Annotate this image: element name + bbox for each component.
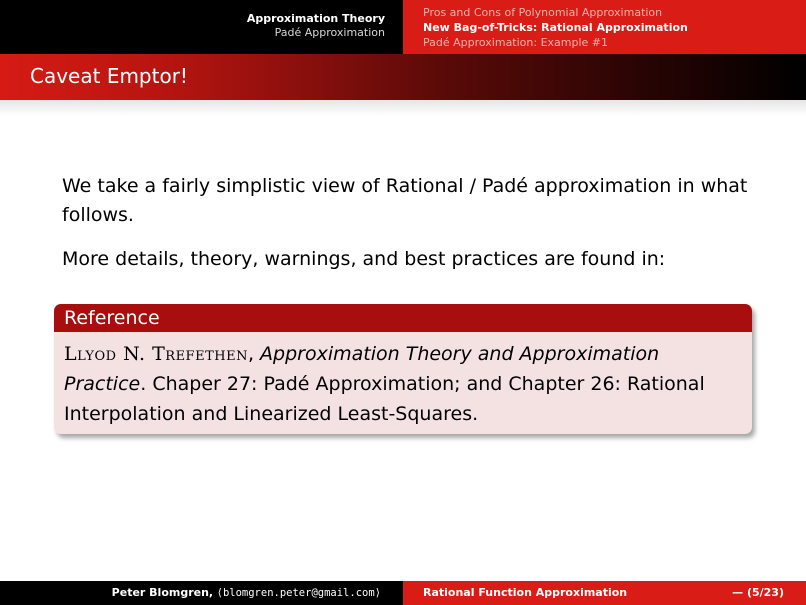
reference-body bbox=[54, 332, 752, 429]
title-shadow bbox=[0, 100, 806, 116]
top-navigation-bar bbox=[0, 0, 806, 54]
reference-block bbox=[54, 304, 752, 434]
intro-paragraph: We take a fairly simplistic view of Rational / Padé approximation in what follows. bbox=[62, 175, 748, 226]
subsection-title[interactable]: Padé Approximation bbox=[274, 26, 385, 39]
reference-separator: , bbox=[247, 343, 261, 365]
footer-title-panel bbox=[403, 581, 806, 605]
frame-title-bar bbox=[0, 54, 806, 100]
section-panel bbox=[0, 0, 403, 54]
reference-details: . Chaper 27: Padé Approximation; and Chapter 26: Rational Interpolation and Linearized Least-Squares. bbox=[64, 373, 705, 425]
footer-page-number: — (5/23) bbox=[732, 586, 784, 599]
reference-heading: Reference bbox=[54, 304, 752, 332]
nav-item-pros-cons[interactable]: Pros and Cons of Polynomial Approximation bbox=[423, 6, 663, 19]
details-paragraph: More details, theory, warnings, and best practices are found in: bbox=[62, 248, 666, 270]
footer-title[interactable]: Rational Function Approximation bbox=[423, 586, 628, 599]
reference-book-title: Approximation Theory and Approximation Practice bbox=[64, 343, 660, 395]
nav-item-pade-example[interactable]: Padé Approximation: Example #1 bbox=[423, 36, 609, 49]
footer-email: ⟨blomgren.peter@gmail.com⟩ bbox=[216, 587, 381, 599]
subsection-nav bbox=[403, 0, 806, 54]
frame-title: Caveat Emptor! bbox=[30, 64, 188, 88]
footer-bar bbox=[0, 581, 806, 605]
footer-author-panel bbox=[0, 581, 403, 605]
section-title[interactable]: Approximation Theory bbox=[246, 12, 385, 25]
nav-item-rational-approximation[interactable]: New Bag-of-Tricks: Rational Approximation bbox=[423, 21, 688, 34]
reference-author: Llyod N. Trefethen bbox=[64, 343, 248, 365]
footer-author: Peter Blomgren, bbox=[111, 586, 214, 599]
